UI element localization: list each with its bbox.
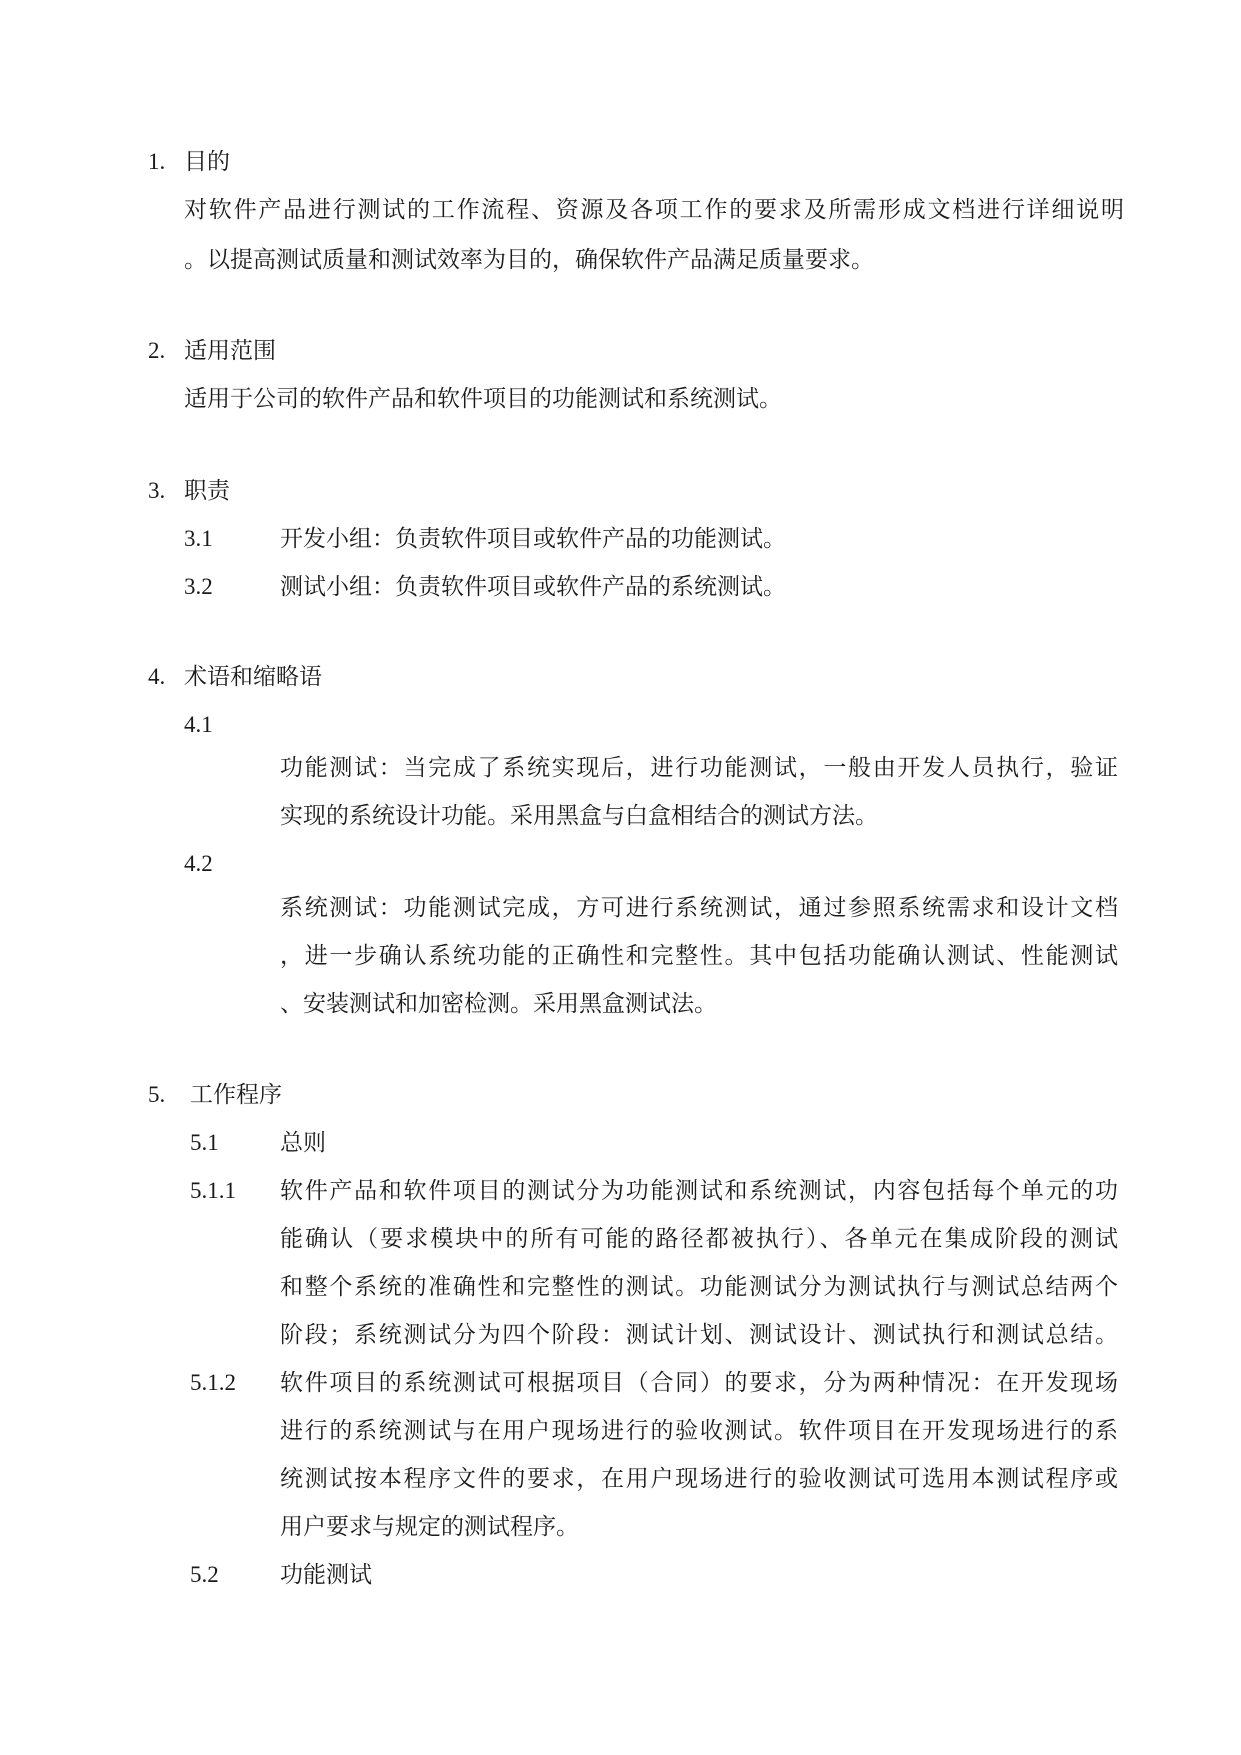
item-5-1-1-line-1: 软件产品和软件项目的测试分为功能测试和系统测试，内容包括每个单元的功 [280, 1178, 1118, 1204]
item-5-1-2-line-1: 软件项目的系统测试可根据项目（合同）的要求，分为两种情况：在开发现场 [280, 1370, 1118, 1396]
item-4-2-line-2: ，进一步确认系统功能的正确性和完整性。其中包括功能确认测试、性能测试 [280, 943, 1118, 969]
item-3-2-number: 3.2 [184, 574, 213, 599]
section-5-title: 工作程序 [190, 1082, 282, 1108]
section-5-number: 5. [148, 1082, 166, 1107]
item-5-1-1-line-4: 阶段；系统测试分为四个阶段：测试计划、测试设计、测试执行和测试总结。 [280, 1322, 1118, 1348]
section-1-number: 1. [148, 149, 166, 174]
section-1-line-1: 对软件产品进行测试的工作流程、资源及各项工作的要求及所需形成文档进行详细说明 [184, 197, 1124, 223]
item-5-1-1-number: 5.1.1 [190, 1178, 236, 1203]
item-4-2-line-3: 、安装测试和加密检测。采用黑盒测试法。 [280, 991, 717, 1017]
item-5-1-1-line-3: 和整个系统的准确性和完整性的测试。功能测试分为测试执行与测试总结两个 [280, 1274, 1118, 1300]
item-4-1-line-2: 实现的系统设计功能。采用黑盒与白盒相结合的测试方法。 [280, 803, 878, 829]
section-4-title: 术语和缩略语 [184, 664, 322, 690]
section-3-number: 3. [148, 478, 166, 503]
section-2-number: 2. [148, 338, 166, 363]
item-5-2-number: 5.2 [190, 1562, 219, 1587]
item-4-1-number: 4.1 [184, 712, 213, 737]
item-5-1-2-line-2: 进行的系统测试与在用户现场进行的验收测试。软件项目在开发现场进行的系 [280, 1418, 1118, 1444]
section-2-title: 适用范围 [184, 338, 276, 364]
item-4-1-line-1: 功能测试：当完成了系统实现后，进行功能测试，一般由开发人员执行，验证 [280, 755, 1118, 781]
item-3-1-number: 3.1 [184, 526, 213, 551]
item-5-1-2-line-3: 统测试按本程序文件的要求，在用户现场进行的验收测试可选用本测试程序或 [280, 1466, 1118, 1492]
item-5-1-number: 5.1 [190, 1130, 219, 1155]
item-5-1-1-line-2: 能确认（要求模块中的所有可能的路径都被执行）、各单元在集成阶段的测试 [280, 1226, 1118, 1252]
item-4-2-line-1: 系统测试：功能测试完成，方可进行系统测试，通过参照系统需求和设计文档 [280, 895, 1118, 921]
section-1-line-2: 。以提高测试质量和测试效率为目的，确保软件产品满足质量要求。 [184, 247, 874, 273]
section-1-title: 目的 [184, 149, 230, 175]
item-3-2-text: 测试小组：负责软件项目或软件产品的系统测试。 [280, 574, 786, 600]
item-3-1-text: 开发小组：负责软件项目或软件产品的功能测试。 [280, 526, 786, 552]
item-5-1-text: 总则 [280, 1130, 326, 1156]
item-4-2-number: 4.2 [184, 851, 213, 876]
item-5-1-2-number: 5.1.2 [190, 1370, 236, 1395]
section-2-line-1: 适用于公司的软件产品和软件项目的功能测试和系统测试。 [184, 386, 782, 412]
item-5-2-text: 功能测试 [280, 1562, 372, 1588]
section-4-number: 4. [148, 664, 166, 689]
section-3-title: 职责 [184, 478, 230, 504]
item-5-1-2-line-4: 用户要求与规定的测试程序。 [280, 1514, 579, 1540]
